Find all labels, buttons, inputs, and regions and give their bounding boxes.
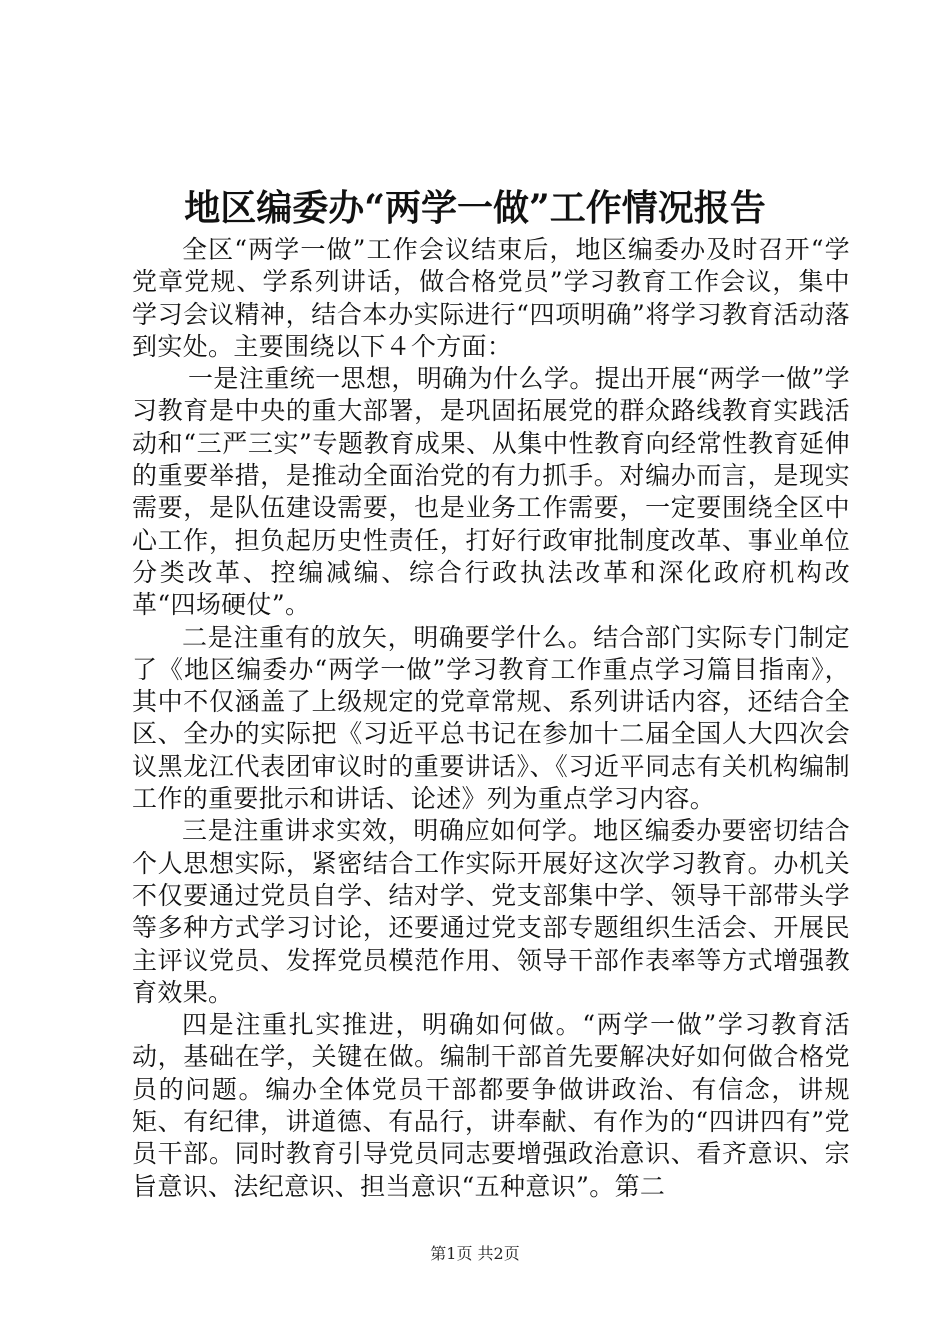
document-title: 地区编委办“两学一做”工作情况报告 [184,187,766,229]
paragraph-point-1: 一是注重统一思想，明确为什么学。提出开展“两学一做”学习教育是中央的重大部署，是巩固拓展党的群众路线教育实践活动和“三严三实”专题教育成果、从集中性教育向经常性教育延伸的重要举措，是推动全面治党的有力抓手。对编办而言，是现实需要，是队伍建设需要，也是业务工作需要，一定要围绕全区中心工作，担负起历史性责任，打好行政审批制度改革、事业单位分类改革、控编减编、综合行政执法改革和深化政府机构改革“四场硬仗”。 [132,364,850,620]
paragraph-point-3: 三是注重讲求实效，明确应如何学。地区编委办要密切结合个人思想实际，紧密结合工作实际开展好这次学习教育。办机关不仅要通过党员自学、结对学、党支部集中学、领导干部带头学等多种方式学习讨论，还要通过党支部专题组织生活会、开展民主评议党员、发挥党员模范作用、领导干部作表率等方式增强教育效果。 [132,816,850,1007]
page-footer: 第1页 共2页 [430,1244,520,1263]
paragraph-point-2: 二是注重有的放矢，明确要学什么。结合部门实际专门制定了《地区编委办“两学一做”学习教育工作重点学习篇目指南》，其中不仅涵盖了上级规定的党章常规、系列讲话内容，还结合全区、全办的实际把《习近平总书记在参加十二届全国人大四次会议黑龙江代表团审议时的重要讲话》、《习近平同志有关机构编制工作的重要批示和讲话、论述》列为重点学习内容。 [132,622,850,814]
paragraph-intro: 全区“两学一做”工作会议结束后，地区编委办及时召开“学党章党规、学系列讲话，做合格党员”学习教育工作会议，集中学习会议精神，结合本办实际进行“四项明确”将学习教育活动落到实处。主要围绕以下４个方面： [132,235,850,361]
document-body [132,234,850,1203]
paragraph-point-4: 四是注重扎实推进，明确如何做。“两学一做”学习教育活动，基础在学，关键在做。编制干部首先要解决好如何做合格党员的问题。编办全体党员干部都要争做讲政治、有信念，讲规矩、有纪律，讲道德、有品行，讲奉献、有作为的“四讲四有”党员干部。同时教育引导党员同志要增强政治意识、看齐意识、宗旨意识、法纪意识、担当意识“五种意识”。第二 [132,1010,850,1201]
